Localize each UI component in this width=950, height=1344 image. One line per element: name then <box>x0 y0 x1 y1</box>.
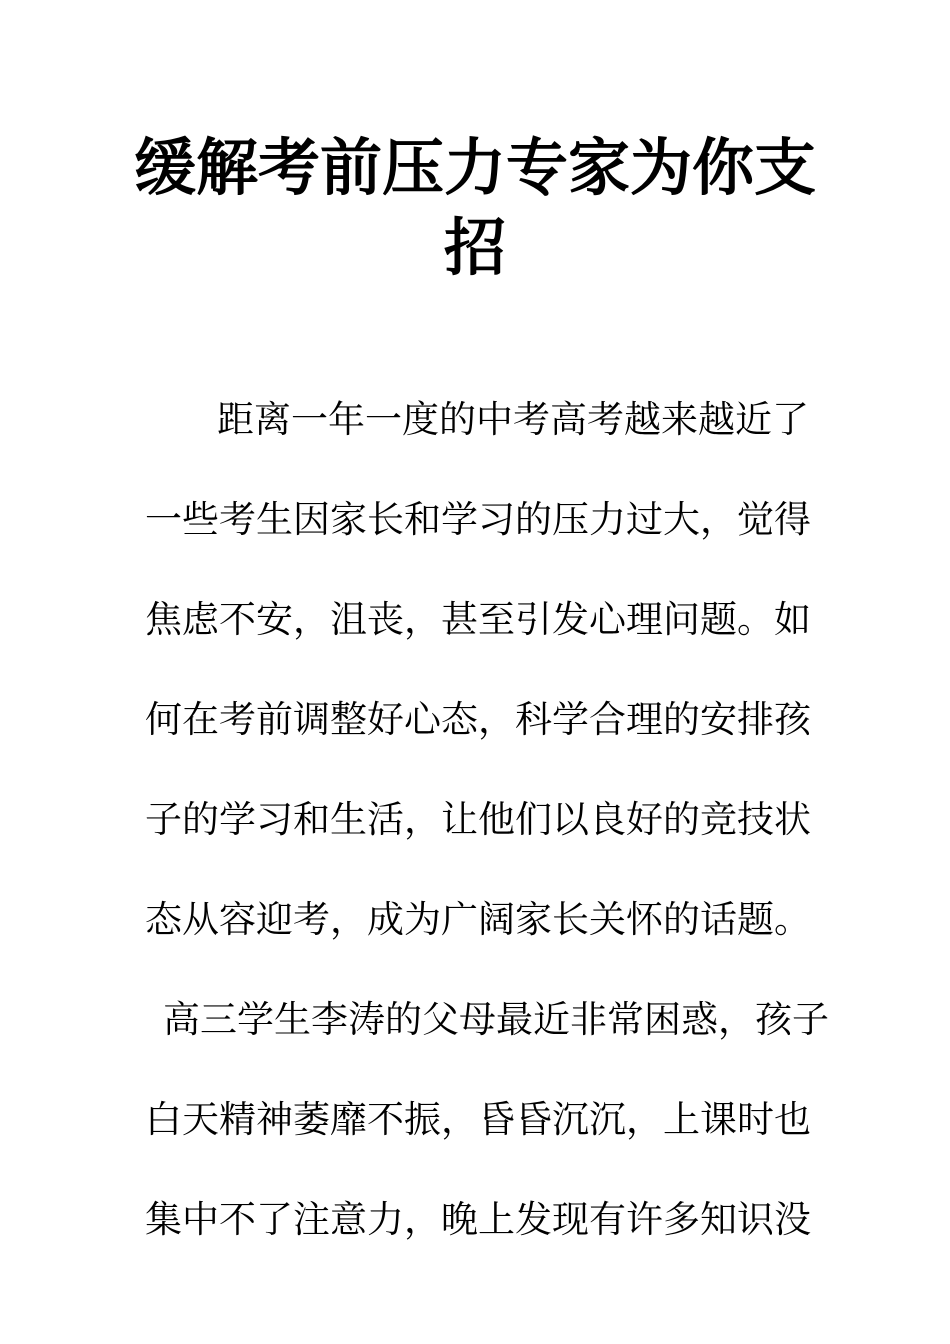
text-line: 何在考前调整好心态，科学合理的安排孩 <box>145 698 811 741</box>
paragraph-2 <box>145 970 829 1270</box>
text-line: 距离一年一度的中考高考越来越近了 <box>217 398 809 441</box>
text-line: 焦虑不安，沮丧，甚至引发心理问题。如 <box>145 598 811 641</box>
text-line: 高三学生李涛的父母最近非常困惑，孩子 <box>163 998 829 1041</box>
page-title <box>100 128 850 288</box>
title-line-2: 招 <box>443 211 506 284</box>
text-line: 态从容迎考，成为广阔家长关怀的话题。 <box>145 898 811 941</box>
text-line: 一些考生因家长和学习的压力过大，觉得 <box>145 498 811 541</box>
title-line-1: 缓解考前压力专家为你支 <box>133 131 816 204</box>
text-line: 集中不了注意力，晚上发现有许多知识没 <box>145 1198 811 1241</box>
paragraph-1 <box>145 370 825 970</box>
text-line: 子的学习和生活，让他们以良好的竞技状 <box>145 798 811 841</box>
article-body <box>145 370 829 1270</box>
text-line: 白天精神萎靡不振，昏昏沉沉，上课时也 <box>145 1098 811 1141</box>
